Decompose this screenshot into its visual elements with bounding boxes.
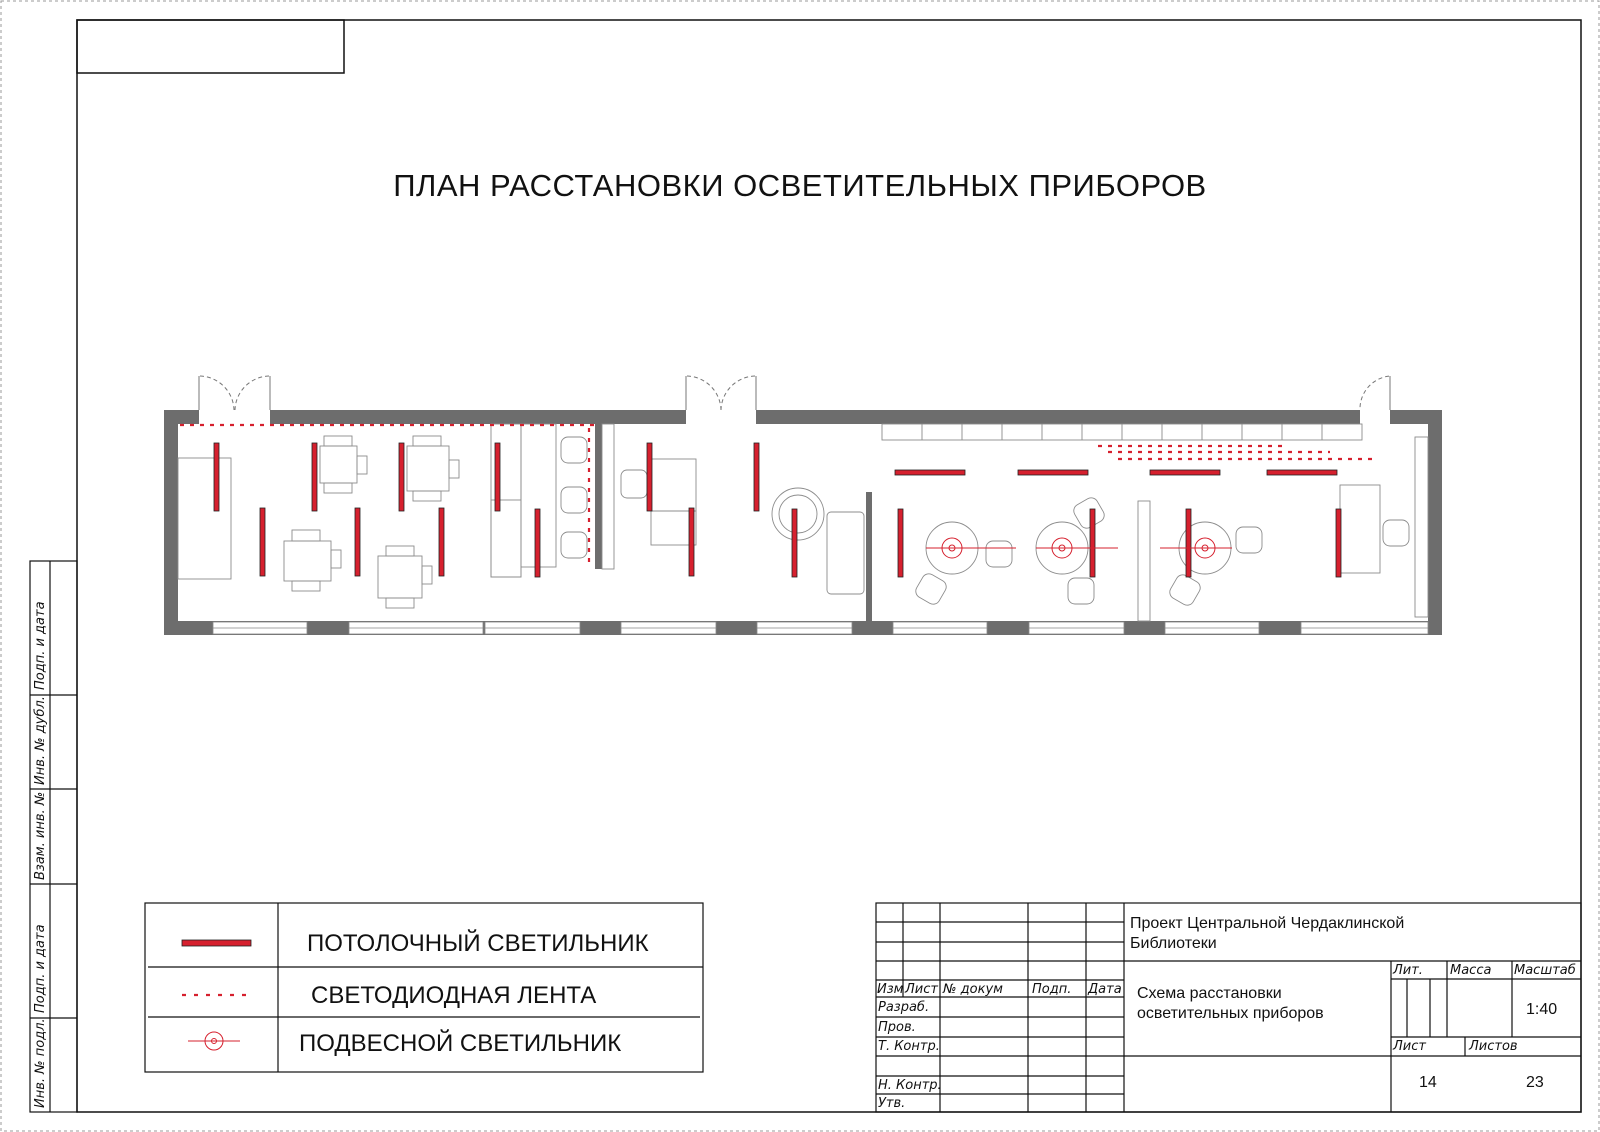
pendant-lamp-icon: [188, 1032, 240, 1050]
sheet-title: ПЛАН РАССТАНОВКИ ОСВЕТИТЕЛЬНЫХ ПРИБОРОВ: [393, 168, 1207, 203]
side-stamp-replace-inv: Взам. инв. №: [33, 791, 48, 880]
legend-label-ceiling-lamp: ПОТОЛОЧНЫЙ СВЕТИЛЬНИК: [307, 930, 649, 957]
tb-header-sign: Подп.: [1032, 982, 1072, 997]
legend-label-pendant-lamp: ПОДВЕСНОЙ СВЕТИЛЬНИК: [299, 1030, 622, 1057]
tb-role-developer: Разраб.: [878, 1000, 930, 1015]
tb-sheet-number: 14: [1419, 1074, 1437, 1091]
tb-sheets-total: 23: [1526, 1074, 1544, 1091]
tb-role-norm-control: Н. Контр.: [878, 1078, 942, 1093]
tb-scale-label: Масштаб: [1514, 963, 1576, 978]
tb-sheets-label: Листов: [1469, 1039, 1518, 1054]
tb-lit-label: Лит.: [1393, 963, 1423, 978]
tb-role-tech-control: Т. Контр.: [878, 1039, 940, 1054]
doors: [199, 376, 1390, 410]
tb-role-checker: Пров.: [878, 1020, 916, 1035]
top-left-stamp: [77, 20, 344, 73]
side-stamp-sign-date-2: Подп. и дата: [33, 924, 48, 1013]
tb-project-name: Проект Центральной Чердаклинской Библиотеки: [1130, 915, 1405, 952]
tb-sheet-name: Схема расстановки осветительных приборов: [1137, 985, 1324, 1022]
side-stamp-sign-date-1: Подп. и дата: [33, 601, 48, 690]
floor-plan: [164, 376, 1442, 635]
side-stamp-orig-inv: Инв. № подл.: [33, 1018, 48, 1108]
side-stamp-dup-inv: Инв. № дубл.: [33, 696, 48, 785]
legend-label-led-strip: СВЕТОДИОДНАЯ ЛЕНТА: [311, 982, 597, 1009]
tb-header-list: Лист: [905, 982, 938, 997]
tb-header-doc: № докум: [943, 982, 1003, 997]
tb-header-date: Дата: [1088, 982, 1122, 997]
tb-role-approved: Утв.: [878, 1096, 906, 1111]
tb-sheet-label: Лист: [1393, 1039, 1426, 1054]
ceiling-lamps: [214, 443, 1341, 577]
tb-scale-value: 1:40: [1526, 1001, 1558, 1018]
legend-symbols: [182, 940, 251, 1050]
tb-mass-label: Масса: [1450, 963, 1492, 978]
tb-header-izm: Изм: [877, 982, 904, 997]
furniture: [178, 424, 1428, 621]
windows: [213, 622, 1428, 634]
ceiling-lamp-icon: [182, 940, 251, 946]
